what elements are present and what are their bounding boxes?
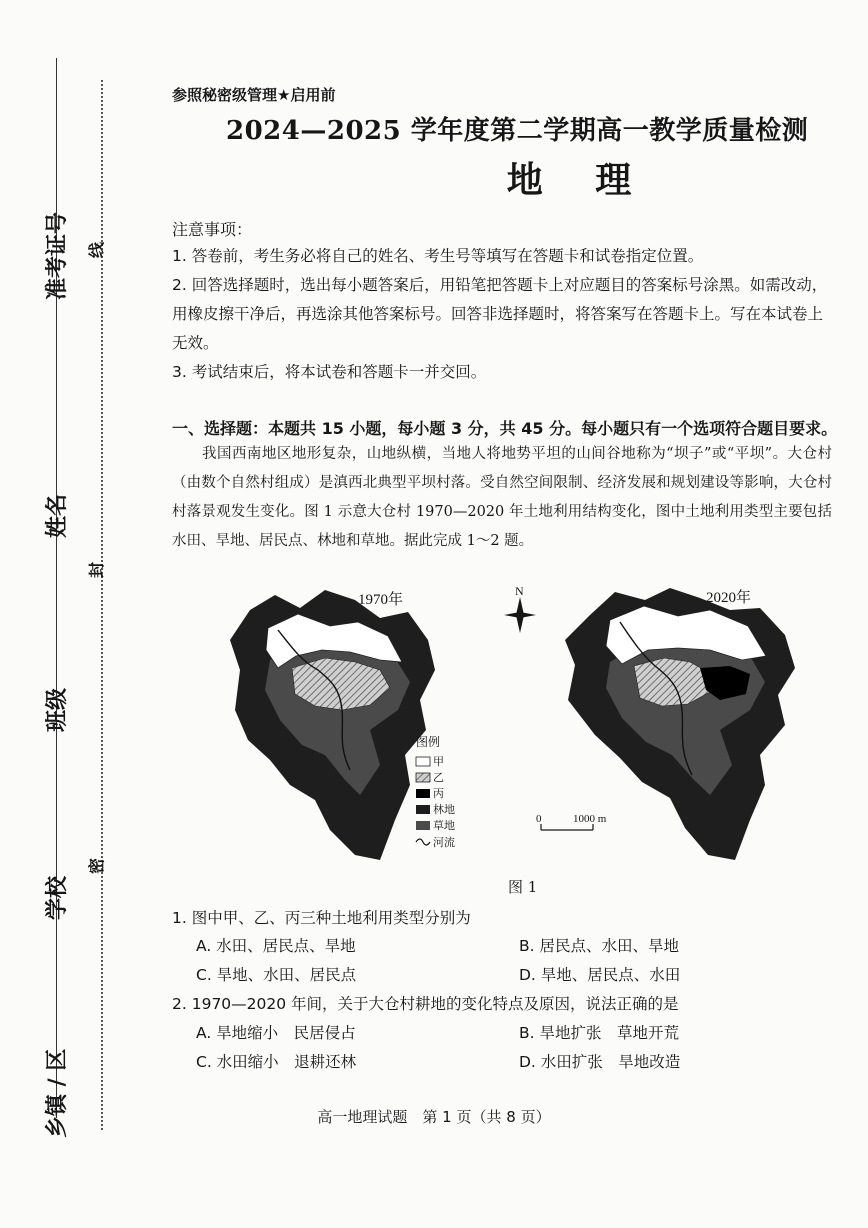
page-footer: 高一地理试题 第 1 页（共 8 页） [317, 1108, 551, 1126]
map-1970 [230, 590, 435, 860]
question-2-option-c[interactable]: C. 水田缩小 退耕还林 [196, 1053, 357, 1071]
notice-item-2: 2. 回答选择题时，选出每小题答案后，用铅笔把答题卡上对应题目的答案标号涂黑。如需改动，用橡皮擦干净后，再选涂其他答案标号。回答非选择题时，将答案写在答题卡上。写在本试卷上无效。 [172, 276, 828, 352]
legend-swatch-grass [416, 821, 430, 830]
legend-swatch-river [416, 839, 430, 845]
figure-1 [230, 570, 830, 870]
secret-level: 参照秘密级管理★启用前 [172, 86, 336, 104]
legend-swatch-yi [416, 773, 430, 782]
legend-label-bing: 丙 [433, 787, 444, 800]
map-2020-year: 2020年 [706, 590, 752, 606]
field-school: 学校 [45, 875, 70, 920]
legend-title: 图例 [416, 735, 441, 749]
legend-label-forest: 林地 [433, 803, 455, 816]
subject-text: 地 理 [506, 160, 652, 201]
seal-mark-secret: 密 [87, 857, 106, 874]
notice-heading: 注意事项： [172, 220, 253, 239]
legend-label-jia: 甲 [433, 755, 444, 768]
question-1-option-d[interactable]: D. 旱地、居民点、水田 [519, 966, 681, 984]
field-class: 班级 [45, 687, 70, 732]
seal-dotted-line [101, 80, 103, 1130]
subject-title [0, 152, 868, 203]
field-district: 乡镇 / 区 [45, 1048, 70, 1138]
passage: 我国西南地区地形复杂，山地纵横，当地人将地势平坦的山间谷地称为“坝子”或“平坝”。大仓村（由数个自然村组成）是滇西北典型平坝村落。受自然空间限制、经济发展和规划建设等影响，大仓村村落景观发生变化。图 1 示意大仓村 1970—2020 年土地利用结构变化，图中土地利用类型主要包括水田、旱地、居民点、林地和草地。据此完成 1～2 题。 [172, 446, 832, 549]
legend-swatch-jia [416, 757, 430, 766]
question-2-stem: 2. 1970—2020 年间，关于大仓村耕地的变化特点及原因，说法正确的是 [172, 995, 679, 1013]
legend-label-river: 河流 [433, 836, 455, 849]
notice-item-3: 3. 考试结束后，将本试卷和答题卡一并交回。 [172, 363, 487, 381]
question-1-option-b[interactable]: B. 居民点、水田、旱地 [519, 937, 679, 955]
question-2-option-b[interactable]: B. 旱地扩张 草地开荒 [519, 1024, 679, 1042]
question-2-option-a[interactable]: A. 旱地缩小 民居侵占 [196, 1024, 356, 1042]
notice-item-1: 1. 答卷前，考生务必将自己的姓名、考生号等填写在答题卡和试卷指定位置。 [172, 247, 704, 265]
seal-mark-seal: 封 [87, 561, 106, 578]
question-2-option-d[interactable]: D. 水田扩张 旱地改造 [519, 1053, 681, 1071]
scale-zero: 0 [536, 813, 542, 825]
scale-bar [536, 813, 607, 830]
seal-mark-line: 线 [87, 241, 106, 258]
legend-swatch-bing [416, 789, 430, 798]
scale-label: 1000 m [573, 813, 607, 825]
figure-caption: 图 1 [508, 878, 538, 896]
map-1970-year: 1970年 [358, 592, 404, 608]
field-exam-number: 准考证号 [45, 211, 70, 300]
legend-label-grass: 草地 [433, 819, 455, 832]
question-1-stem: 1. 图中甲、乙、丙三种土地利用类型分别为 [172, 909, 471, 927]
north-arrow-icon [504, 597, 536, 633]
north-label: N [515, 584, 524, 598]
legend-label-yi: 乙 [433, 771, 444, 784]
section-heading: 一、选择题：本题共 15 小题，每小题 3 分，共 45 分。每小题只有一个选项符合题目要求。 [172, 419, 838, 438]
legend-swatch-forest [416, 805, 430, 814]
legend [416, 755, 455, 849]
question-1-option-c[interactable]: C. 旱地、水田、居民点 [196, 966, 357, 984]
field-name: 姓名 [45, 493, 70, 538]
question-1-option-a[interactable]: A. 水田、居民点、旱地 [196, 937, 356, 955]
exam-title: 2024—2025 学年度第二学期高一教学质量检测 [226, 116, 809, 146]
